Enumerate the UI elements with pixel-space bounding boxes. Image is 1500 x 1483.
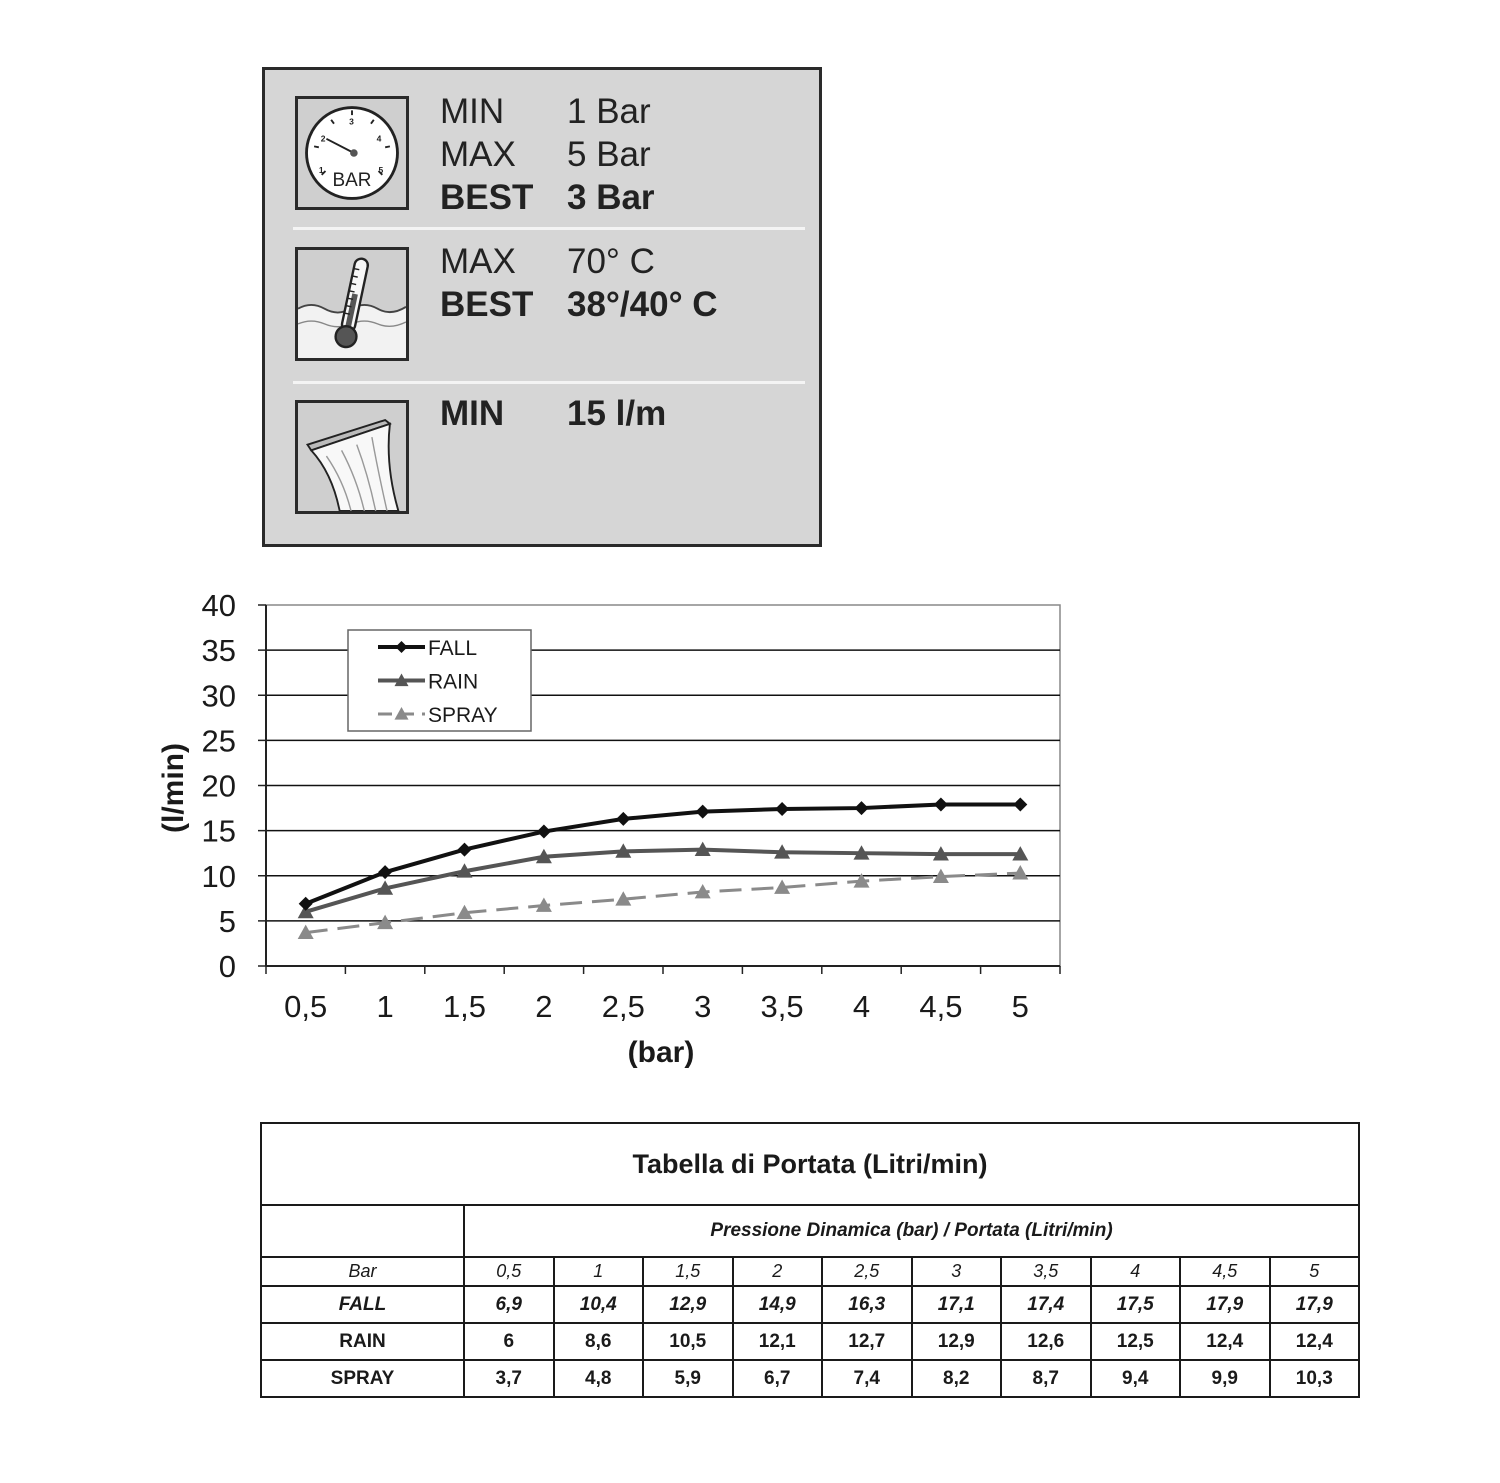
gauge-label: BAR bbox=[332, 170, 372, 192]
divider bbox=[293, 227, 805, 230]
y-tick-label: 0 bbox=[218, 949, 236, 984]
dial-number-1: 1 bbox=[318, 164, 324, 175]
header-cell: 1,5 bbox=[643, 1257, 733, 1286]
legend-label: RAIN bbox=[428, 670, 479, 694]
pressure-min-row bbox=[440, 90, 655, 133]
value-cell: 12,5 bbox=[1091, 1323, 1181, 1360]
y-tick-label: 40 bbox=[201, 588, 236, 623]
value-cell: 17,1 bbox=[912, 1286, 1002, 1323]
table-header-row bbox=[261, 1257, 1359, 1286]
x-tick-label: 4 bbox=[852, 989, 871, 1024]
flow-rate-chart bbox=[0, 560, 1100, 1080]
value-cell: 10,3 bbox=[1270, 1360, 1360, 1397]
y-tick-label: 15 bbox=[201, 813, 236, 849]
x-tick-label: 2 bbox=[535, 989, 553, 1024]
y-axis-ticks bbox=[202, 588, 266, 984]
flow-spec-list bbox=[440, 392, 666, 435]
spec-key: BEST bbox=[440, 285, 534, 324]
divider bbox=[293, 381, 805, 384]
value-cell: 10,4 bbox=[554, 1286, 644, 1323]
value-cell: 12,1 bbox=[733, 1323, 823, 1360]
header-cell: 4 bbox=[1091, 1257, 1181, 1286]
dial-number-4: 4 bbox=[376, 133, 382, 144]
x-axis-ticks bbox=[266, 966, 1060, 1024]
header-cell: 1 bbox=[554, 1257, 644, 1286]
table-row-spray bbox=[261, 1360, 1359, 1397]
header-label-cell: Bar bbox=[261, 1257, 464, 1286]
temperature-max-row bbox=[440, 240, 718, 283]
spec-value: 38°/40° C bbox=[567, 285, 718, 324]
x-tick-label: 5 bbox=[1011, 989, 1029, 1024]
spec-value: 5 Bar bbox=[567, 135, 651, 174]
value-cell: 6,7 bbox=[733, 1360, 823, 1397]
value-cell: 5,9 bbox=[643, 1360, 733, 1397]
header-cell: 0,5 bbox=[464, 1257, 554, 1286]
header-cell: 3 bbox=[912, 1257, 1002, 1286]
x-tick-label: 3 bbox=[694, 989, 712, 1024]
header-cell: 4,5 bbox=[1180, 1257, 1270, 1286]
value-cell: 8,2 bbox=[912, 1360, 1002, 1397]
legend bbox=[348, 630, 531, 731]
value-cell: 17,9 bbox=[1270, 1286, 1360, 1323]
pressure-max-row bbox=[440, 133, 655, 176]
value-cell: 7,4 bbox=[822, 1360, 912, 1397]
pressure-spec-list bbox=[440, 90, 655, 219]
value-cell: 9,4 bbox=[1091, 1360, 1181, 1397]
value-cell: 6,9 bbox=[464, 1286, 554, 1323]
y-tick-label: 35 bbox=[201, 633, 236, 669]
spec-panel bbox=[262, 67, 822, 547]
legend-label: SPRAY bbox=[428, 704, 498, 727]
table-row-rain bbox=[261, 1323, 1359, 1360]
value-cell: 14,9 bbox=[733, 1286, 823, 1323]
header-cell: 5 bbox=[1270, 1257, 1360, 1286]
spec-key: MAX bbox=[440, 135, 516, 174]
spec-key: MIN bbox=[440, 92, 505, 131]
x-tick-label: 1 bbox=[376, 989, 394, 1024]
table-row-fall bbox=[261, 1286, 1359, 1323]
spec-key: MAX bbox=[440, 242, 516, 281]
y-axis-label: (l/min) bbox=[157, 743, 190, 833]
spec-value: 1 Bar bbox=[567, 92, 651, 131]
spec-key: MIN bbox=[440, 394, 505, 433]
value-cell: 9,9 bbox=[1180, 1360, 1270, 1397]
flow-min-row bbox=[440, 392, 666, 435]
row-label-cell: RAIN bbox=[261, 1323, 464, 1360]
spec-value: 70° C bbox=[567, 242, 655, 281]
temperature-best-row bbox=[440, 283, 718, 326]
y-tick-label: 5 bbox=[218, 903, 236, 939]
flow-rate-table bbox=[260, 1122, 1360, 1398]
value-cell: 12,4 bbox=[1270, 1323, 1360, 1360]
spec-key: BEST bbox=[440, 178, 534, 217]
x-tick-label: 2,5 bbox=[601, 989, 645, 1024]
value-cell: 6 bbox=[464, 1323, 554, 1360]
value-cell: 17,4 bbox=[1001, 1286, 1091, 1323]
table-corner-cell bbox=[261, 1205, 464, 1257]
y-tick-label: 25 bbox=[201, 723, 236, 759]
dial-number-5: 5 bbox=[378, 164, 384, 175]
legend-label: FALL bbox=[428, 637, 478, 660]
header-cell: 3,5 bbox=[1001, 1257, 1091, 1286]
spec-value: 3 Bar bbox=[567, 178, 655, 217]
pressure-gauge-icon bbox=[295, 96, 409, 210]
value-cell: 12,6 bbox=[1001, 1323, 1091, 1360]
y-tick-label: 10 bbox=[201, 858, 236, 894]
value-cell: 8,7 bbox=[1001, 1360, 1091, 1397]
value-cell: 12,9 bbox=[912, 1323, 1002, 1360]
row-label-cell: FALL bbox=[261, 1286, 464, 1323]
value-cell: 12,4 bbox=[1180, 1323, 1270, 1360]
value-cell: 16,3 bbox=[822, 1286, 912, 1323]
value-cell: 12,9 bbox=[643, 1286, 733, 1323]
row-label-cell: SPRAY bbox=[261, 1360, 464, 1397]
header-cell: 2,5 bbox=[822, 1257, 912, 1286]
y-tick-label: 30 bbox=[201, 678, 236, 714]
y-tick-label: 20 bbox=[201, 768, 236, 804]
value-cell: 4,8 bbox=[554, 1360, 644, 1397]
spec-value: 15 l/m bbox=[567, 394, 667, 433]
table-title: Tabella di Portata (Litri/min) bbox=[261, 1123, 1359, 1205]
header-cell: 2 bbox=[733, 1257, 823, 1286]
x-tick-label: 4,5 bbox=[919, 989, 963, 1024]
thermometer-icon bbox=[295, 247, 409, 361]
temperature-spec-list bbox=[440, 240, 718, 326]
value-cell: 17,5 bbox=[1091, 1286, 1181, 1323]
value-cell: 12,7 bbox=[822, 1323, 912, 1360]
dial-number-2: 2 bbox=[320, 133, 326, 144]
dial-number-3: 3 bbox=[349, 116, 354, 127]
value-cell: 8,6 bbox=[554, 1323, 644, 1360]
x-tick-label: 1,5 bbox=[442, 989, 487, 1024]
value-cell: 3,7 bbox=[464, 1360, 554, 1397]
x-tick-label: 0,5 bbox=[284, 989, 328, 1024]
x-tick-label: 3,5 bbox=[760, 989, 804, 1024]
value-cell: 10,5 bbox=[643, 1323, 733, 1360]
x-axis-label: (bar) bbox=[627, 1036, 695, 1069]
value-cell: 17,9 bbox=[1180, 1286, 1270, 1323]
table-subtitle: Pressione Dinamica (bar) / Portata (Litri/min) bbox=[464, 1205, 1359, 1257]
water-flow-icon bbox=[295, 400, 409, 514]
pressure-best-row bbox=[440, 176, 655, 219]
